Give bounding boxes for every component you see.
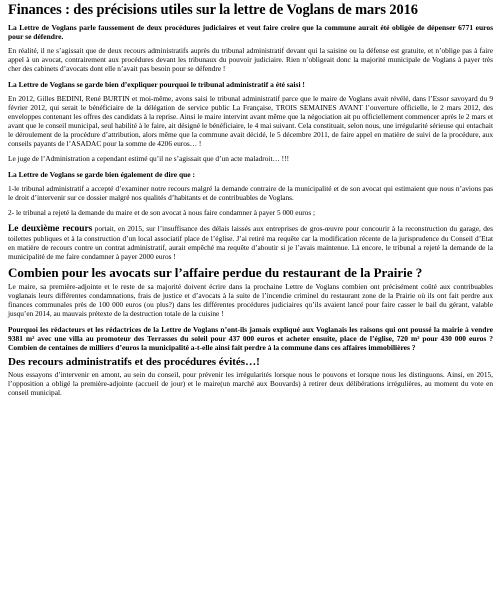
second-recourse-lead: Le deuxième recours (8, 223, 93, 234)
section-heading-avoided: Des recours administratifs et des procédures évités…! (8, 356, 260, 369)
paragraph-real-estate: Pourquoi les rédacteurs et les rédactrices de la Lettre de Voglans n’ont-ils jamais expliqué aux Voglanais les raisons qui ont poussé la mairie à vendre 9381 m² avec une villa au promoteur des Terrasses du soleil pour 437 000 euros et acheter ensuite, place de l’église, 720 m² pour 430 000 euros ? Combien de centaines de milliers d’euros la municipalité a-t-elle ainsi fait perdre à la commune dans ces affaires immobilières ? (8, 324, 493, 353)
paragraph-second-recourse (8, 224, 493, 262)
paragraph-reality: En réalité, il ne s’agissait que de deux recours administratifs auprès du tribunal administratif devant qui la saisine ou la défense est gratuite, et n’oblige pas à faire appel à un avocat, contrairement aux procédures devant les tribunaux du pouvoir judiciaire. Rien n’obligeait donc la majorité municipale de Voglans à payer très cher des cabinets d’avocats dont elle n’avait pas besoin pour se défendre ! (8, 46, 493, 74)
subheading-why: La Lettre de Voglans se garde bien d’expliquer pourquoi le tribunal administratif a été saisi ! (8, 79, 305, 89)
paragraph-avoided: Nous essayons d’intervenir en amont, au sein du conseil, pour prévenir les irrégularités lorsque nous le pouvons et lorsque nous les distinguons. Ainsi, en 2015, l’opposition a obligé la première-adjointe (accueil de jour) et le maire(un marché aux Bouvards) à retirer deux délibérations irrégulières, au moment du vote en conseil municipal. (8, 369, 493, 397)
paragraph-judge: Le juge de l’Administration a cependant estimé qu’il ne s’agissait que d’un acte maladroit… !!! (8, 153, 290, 163)
paragraph-2012: En 2012, Gilles BEDINI, René BURTIN et moi-même, avons saisi le tribunal administratif parce que le maire de Voglans avait révélé, dans l’Essor savoyard du 9 février 2012, qui serait le bénéficiaire de la délégation de service public La Française, TROIS SEMAINES AVANT l’ouverture officielle, le 2 mars 2012, des enveloppes contenant les offres des candidats à la reprise. Ainsi le maire intervint avant même que la négociation ait pu officiellement commencer après le 2 mars et avant que le conseil municipal, seul habilité à le faire, ait désigné le bénéficiaire, le 4 mai suivant. Cela constituait, selon nous, une irrégularité sérieuse qui entachait le déroulement de la procédure d’attribution, alors même que la commune avait décidé, le 5 décembre 2011, de faire appel en matière de suivi de la procédure, aux conseils payants de l’ASADAC pour la somme de 4206 euros… ! (8, 94, 493, 148)
paragraph-point-1: 1-le tribunal administratif a accepté d’examiner notre recours malgré la demande contraire de la municipalité et de son avocat qui estimaient que nous n’avions pas le droit d’intervenir sur ce dossier malgré nos qualités d’habitants et de contribuables de Voglans. (8, 183, 493, 202)
intro-paragraph: La Lettre de Voglans parle faussement de deux procédures judiciaires et veut faire croire que la commune aurait été obligée de dépenser 6771 euros pour se défendre. (8, 22, 493, 41)
section-heading-lawyers: Combien pour les avocats sur l’affaire perdue du restaurant de la Prairie ? (8, 265, 423, 281)
second-recourse-text: portait, en 2015, sur l’insuffisance des délais laissés aux entreprises de gros-œuvre pour concourir à la reconstruction du garage, des toilettes publiques et à la construction d’un local associatif place de l’église. J’ai retiré ma requête car la modification récente de la jurisprudence du Conseil d’Etat en matière de recours contre un contrat administratif, aurait empêché ma requête d’aboutir si je l’avais maintenue. Là encore, le tribunal a rejeté la demande de la municipalité de me faire condamner à payer 2000 euros ! (8, 223, 494, 262)
page-title: Finances : des précisions utiles sur la lettre de Voglans de mars 2016 (8, 2, 418, 18)
paragraph-point-2: 2- le tribunal a rejeté la demande du maire et de son avocat à nous faire condamner à payer 5 000 euros ; (8, 207, 316, 217)
paragraph-prairie: Le maire, sa première-adjointe et le reste de sa majorité doivent écrire dans la prochaine Lettre de Voglans combien ont précisément coûté aux contribuables voglanais leurs différentes condamnations, frais de justice et d’avocats à la suite de l’incendie criminel du restaurant zone de la Prairie où ils ont fait perdre aux finances communales près de 100 000 euros (ou plus?) dans les différentes procédures judiciaires qu’ils avaient lancé pour faire casser le bail du gérant, valable jusqu’en 2014, au mauvais prétexte de la destruction totale de la cuisine ! (8, 282, 493, 318)
subheading-also: La Lettre de Voglans se garde bien également de dire que : (8, 169, 196, 179)
